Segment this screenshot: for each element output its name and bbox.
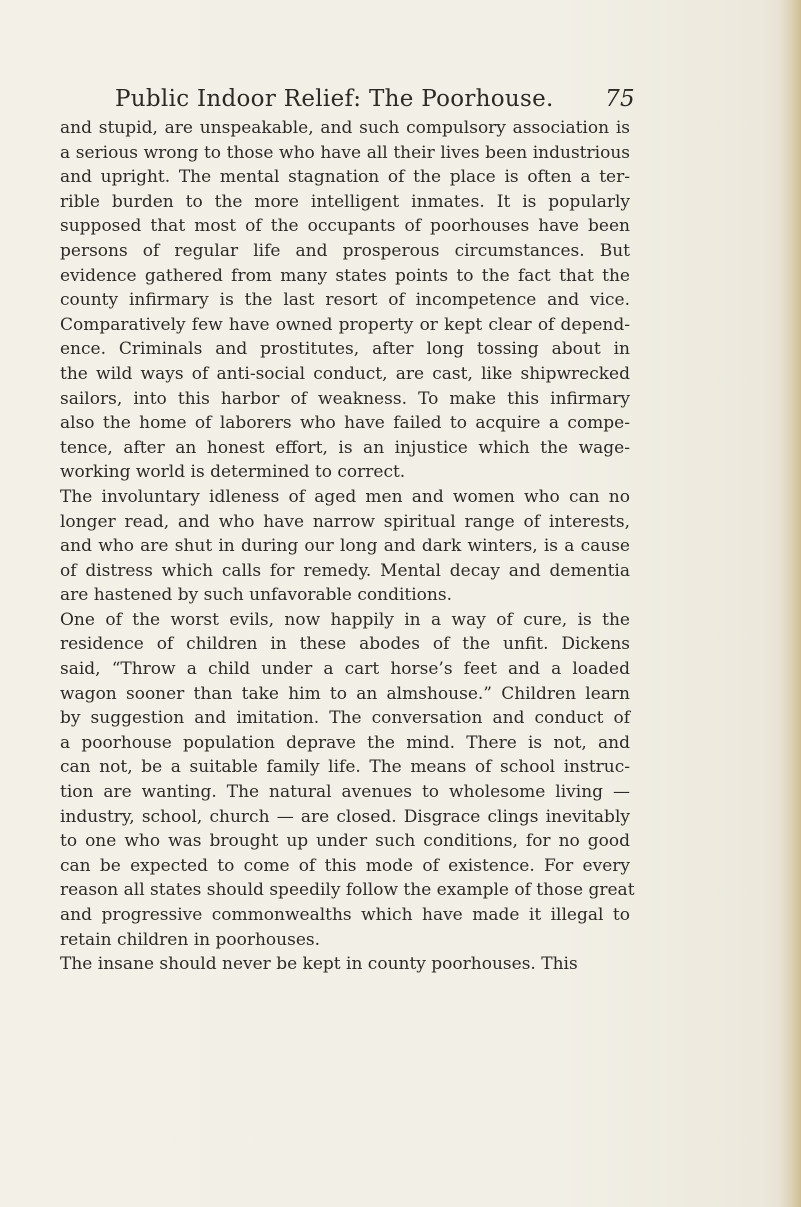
text-line: a poorhouse population deprave the mind. There is not, and <box>60 732 630 753</box>
page-number: 75 <box>605 86 635 112</box>
text-line: and stupid, are unspeakable, and such compulsory association is <box>60 118 630 138</box>
text-line: of distress which calls for remedy. Mental decay and dementia <box>60 560 630 581</box>
text-line: said, “Throw a child under a cart horse’s feet and a loaded <box>60 659 630 680</box>
text-line: persons of regular life and prosperous circumstances. But <box>60 240 630 261</box>
text-line: working world is determined to correct. <box>60 462 406 483</box>
text-line: retain children in poorhouses. <box>60 929 321 950</box>
text-line: longer read, and who have narrow spiritual range of interests, <box>60 511 630 532</box>
text-line: are hastened by such unfavorable conditions. <box>60 585 452 606</box>
text-line: tence, after an honest effort, is an injustice which the wage- <box>60 437 630 458</box>
text-line: and upright. The mental stagnation of the place is often a ter- <box>60 167 630 188</box>
running-head-title: Public Indoor Relief: The Poorhouse. <box>115 86 554 112</box>
text-line: The insane should never be kept in county poorhouses. This <box>60 954 578 975</box>
text-line: and who are shut in during our long and dark winters, is a cause <box>60 536 630 557</box>
text-line: The involuntary idleness of aged men and women who can no <box>60 486 630 507</box>
text-line: sailors, into this harbor of weakness. To make this infirmary <box>60 388 630 409</box>
text-line: One of the worst evils, now happily in a way of cure, is the <box>60 609 630 630</box>
body-text <box>60 116 635 977</box>
text-line: can be expected to come of this mode of existence. For every <box>60 855 630 876</box>
text-line: supposed that most of the occupants of poorhouses have been <box>60 216 630 237</box>
text-line: and progressive commonwealths which have made it illegal to <box>60 905 630 925</box>
text-line: wagon sooner than take him to an almshouse.” Children learn <box>60 683 630 704</box>
text-line: county infirmary is the last resort of incompetence and vice. <box>60 290 630 311</box>
text-line: ence. Criminals and prostitutes, after long tossing about in <box>60 339 630 360</box>
text-line: the wild ways of anti-social conduct, are cast, like shipwrecked <box>60 363 630 384</box>
text-line: tion are wanting. The natural avenues to wholesome living — <box>60 782 630 803</box>
text-line: a serious wrong to those who have all their lives been industrious <box>60 142 630 163</box>
text-line: evidence gathered from many states points to the fact that the <box>60 265 630 286</box>
text-line: to one who was brought up under such conditions, for no good <box>60 831 630 852</box>
text-line: also the home of laborers who have failed to acquire a compe- <box>60 413 630 434</box>
text-line: residence of children in these abodes of the unfit. Dickens <box>60 634 630 655</box>
text-line: can not, be a suitable family life. The means of school instruc- <box>60 757 630 778</box>
text-line: reason all states should speedily follow the example of those great <box>60 880 635 901</box>
text-line: rible burden to the more intelligent inmates. It is popularly <box>60 191 630 212</box>
text-line: by suggestion and imitation. The conversation and conduct of <box>60 708 630 729</box>
page-edge-shadow <box>779 0 801 1207</box>
text-line: Comparatively few have owned property or kept clear of depend- <box>60 314 630 335</box>
text-line: industry, school, church — are closed. Disgrace clings inevitably <box>60 806 630 827</box>
